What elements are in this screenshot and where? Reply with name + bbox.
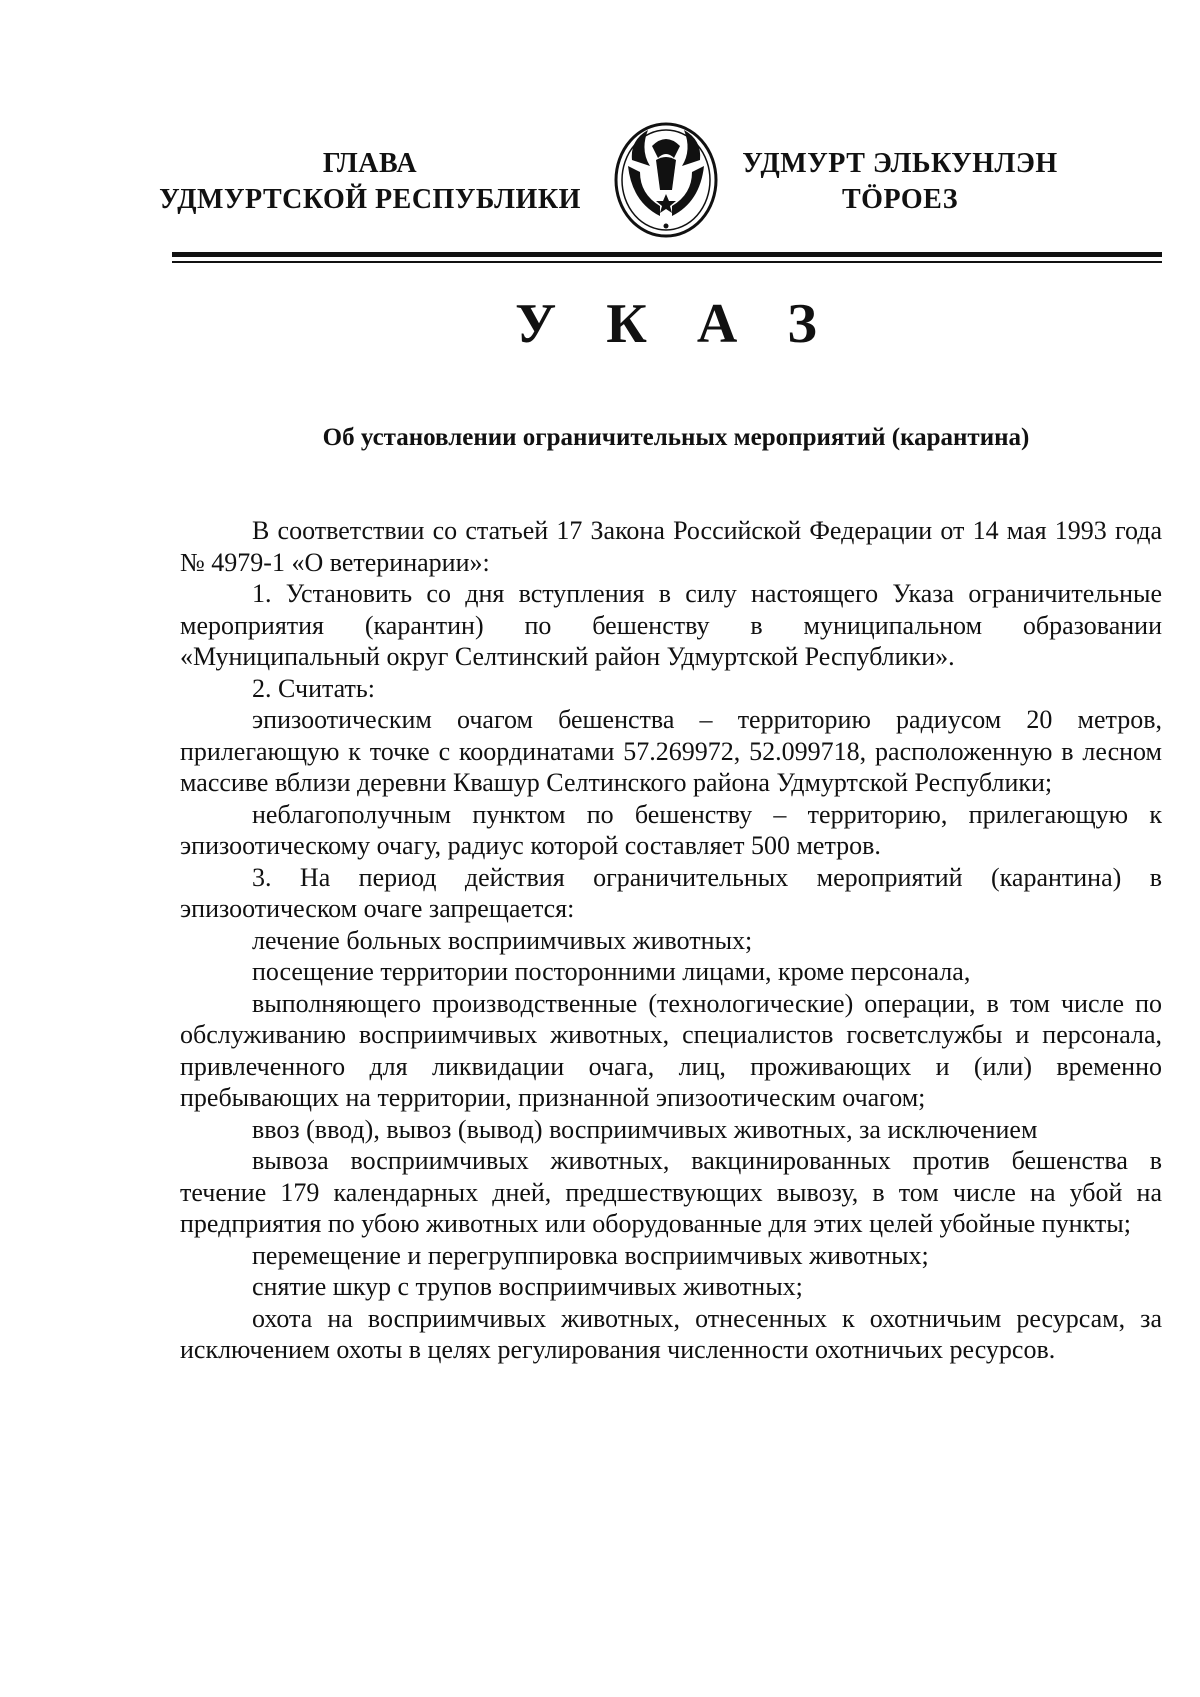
document-body — [180, 515, 1162, 1366]
paragraph: вывоза восприимчивых животных, вакцинированных против бешенства в течение 179 календарных дней, предшествующих вывозу, в том числе на убой на предприятия по убою животных или оборудованные для этих целей убойные пункты; — [180, 1146, 1162, 1238]
paragraph: 1. Установить со дня вступления в силу настоящего Указа ограничительные мероприятия (карантин) по бешенству в муниципальном образовании «Муниципальный округ Селтинский район Удмуртской Республики». — [180, 579, 1162, 671]
letterhead — [150, 120, 1100, 240]
header-divider — [172, 252, 1162, 263]
divider-thin-line — [172, 261, 1162, 263]
paragraph: охота на восприимчивых животных, отнесенных к охотничьим ресурсам, за исключением охоты в целях регулирования численности охотничьих ресурсов. — [180, 1303, 1162, 1364]
paragraph: посещение территории посторонними лицами, кроме персонала, — [252, 957, 971, 986]
document-title: У К А З — [515, 293, 835, 355]
paragraph: эпизоотическим очагом бешенства – территорию радиусом 20 метров, прилегающую к точке с координатами 57.269972, 52.099718, расположенную в лесном массиве вблизи деревни Квашур Селтинского района Удмуртской Республики; — [180, 705, 1162, 797]
divider-thick-line — [172, 252, 1162, 257]
paragraph: снятие шкур с трупов восприимчивых животных; — [252, 1272, 803, 1301]
paragraph: ввоз (ввод), вывоз (вывод) восприимчивых животных, за исключением — [252, 1114, 1038, 1144]
paragraph: неблагополучным пунктом по бешенству – территорию, прилегающую к эпизоотическому очагу, радиус которой составляет 500 метров. — [180, 799, 1162, 860]
letterhead-right-line1: УДМУРТ ЭЛЬКУНЛЭН — [742, 148, 1058, 179]
paragraph: В соответствии со статьей 17 Закона Российской Федерации от 14 мая 1993 года № 4979-1 «О ветеринарии»: — [180, 516, 1162, 577]
paragraph: 3. На период действия ограничительных мероприятий (карантина) в эпизоотическом очаге запрещается: — [180, 862, 1162, 923]
paragraph: перемещение и перегруппировка восприимчивых животных; — [252, 1240, 929, 1270]
letterhead-left-line1: ГЛАВА — [322, 148, 418, 179]
letterhead-right — [700, 146, 1100, 218]
paragraph: 2. Считать: — [252, 673, 375, 703]
letterhead-left-line2: УДМУРТСКОЙ РЕСПУБЛИКИ — [159, 184, 581, 215]
paragraph: лечение больных восприимчивых животных; — [252, 925, 753, 955]
letterhead-left — [150, 146, 590, 218]
letterhead-right-line2: ТӦРОЕЗ — [842, 184, 958, 215]
document-subtitle: Об установлении ограничительных мероприятий (карантина) — [322, 424, 1030, 451]
paragraph: выполняющего производственные (технологические) операции, в том числе по обслуживанию восприимчивых животных, специалистов госветслужбы и персонала, привлеченного для ликвидации очага, лиц, проживающих и (или) временно пребывающих на территории, признанной эпизоотическим очагом; — [180, 988, 1162, 1112]
